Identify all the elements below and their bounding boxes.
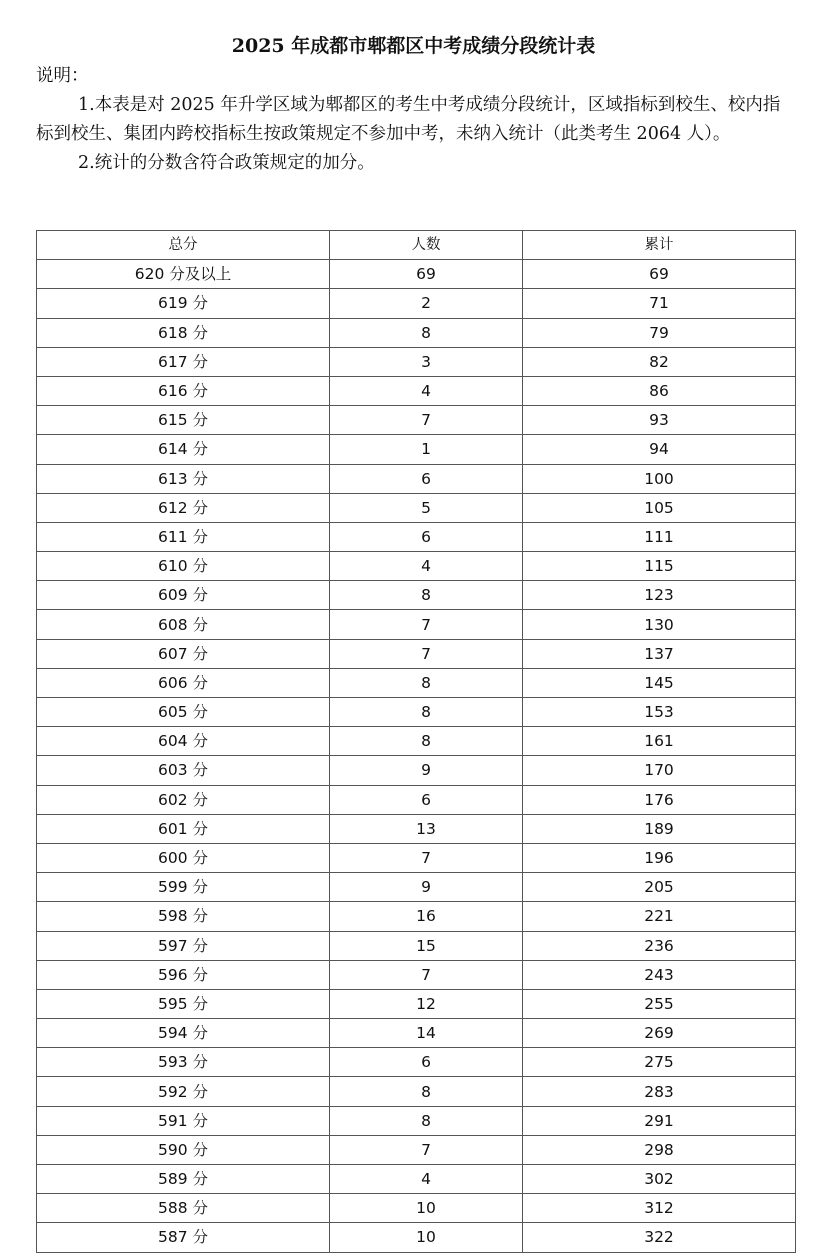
count-cell: 7 bbox=[330, 610, 523, 639]
note-item-2: 2.统计的分数含符合政策规定的加分。 bbox=[78, 153, 375, 173]
cumulative-cell: 291 bbox=[523, 1106, 796, 1135]
score-cell: 613 分 bbox=[37, 464, 330, 493]
score-cell: 620 分及以上 bbox=[37, 260, 330, 289]
count-cell: 10 bbox=[330, 1223, 523, 1252]
count-cell: 9 bbox=[330, 873, 523, 902]
cumulative-cell: 105 bbox=[523, 493, 796, 522]
cumulative-cell: 283 bbox=[523, 1077, 796, 1106]
cumulative-cell: 79 bbox=[523, 318, 796, 347]
count-cell: 8 bbox=[330, 318, 523, 347]
cumulative-cell: 86 bbox=[523, 376, 796, 405]
score-cell: 618 分 bbox=[37, 318, 330, 347]
count-cell: 10 bbox=[330, 1194, 523, 1223]
count-cell: 7 bbox=[330, 639, 523, 668]
cumulative-cell: 153 bbox=[523, 698, 796, 727]
count-cell: 7 bbox=[330, 843, 523, 872]
score-distribution-table bbox=[36, 230, 796, 1253]
notes-section bbox=[36, 62, 796, 178]
count-cell: 2 bbox=[330, 289, 523, 318]
table-row bbox=[37, 1019, 796, 1048]
score-cell: 616 分 bbox=[37, 376, 330, 405]
notes-heading: 说明： bbox=[36, 66, 89, 86]
note-item-1: 1.本表是对 2025 年升学区域为郫都区的考生中考成绩分段统计，区域指标到校生、校内指标到校生、集团内跨校指标生按政策规定不参加中考，未纳入统计（此类考生 2064 人）。 bbox=[36, 95, 781, 144]
count-cell: 7 bbox=[330, 1135, 523, 1164]
cumulative-cell: 236 bbox=[523, 931, 796, 960]
score-cell: 619 分 bbox=[37, 289, 330, 318]
count-cell: 7 bbox=[330, 406, 523, 435]
count-cell: 7 bbox=[330, 960, 523, 989]
table-row bbox=[37, 610, 796, 639]
table-row bbox=[37, 318, 796, 347]
count-cell: 16 bbox=[330, 902, 523, 931]
table-row bbox=[37, 581, 796, 610]
table-row bbox=[37, 1077, 796, 1106]
table-row bbox=[37, 639, 796, 668]
cumulative-cell: 322 bbox=[523, 1223, 796, 1252]
table-row bbox=[37, 698, 796, 727]
table-row bbox=[37, 435, 796, 464]
table-row bbox=[37, 376, 796, 405]
table-row bbox=[37, 289, 796, 318]
cumulative-cell: 269 bbox=[523, 1019, 796, 1048]
count-cell: 4 bbox=[330, 376, 523, 405]
score-cell: 615 分 bbox=[37, 406, 330, 435]
cumulative-cell: 130 bbox=[523, 610, 796, 639]
cumulative-cell: 145 bbox=[523, 668, 796, 697]
table-row bbox=[37, 931, 796, 960]
count-cell: 3 bbox=[330, 347, 523, 376]
count-cell: 8 bbox=[330, 581, 523, 610]
table-row bbox=[37, 1165, 796, 1194]
table-header-row bbox=[37, 231, 796, 260]
cumulative-cell: 255 bbox=[523, 989, 796, 1018]
cumulative-cell: 275 bbox=[523, 1048, 796, 1077]
score-cell: 617 分 bbox=[37, 347, 330, 376]
count-cell: 6 bbox=[330, 464, 523, 493]
score-cell: 606 分 bbox=[37, 668, 330, 697]
table-row bbox=[37, 873, 796, 902]
column-header-score: 总分 bbox=[37, 231, 330, 260]
table-row bbox=[37, 727, 796, 756]
table-row bbox=[37, 668, 796, 697]
cumulative-cell: 71 bbox=[523, 289, 796, 318]
table-row bbox=[37, 347, 796, 376]
table-row bbox=[37, 464, 796, 493]
score-cell: 608 分 bbox=[37, 610, 330, 639]
count-cell: 69 bbox=[330, 260, 523, 289]
score-cell: 603 分 bbox=[37, 756, 330, 785]
table-row bbox=[37, 902, 796, 931]
cumulative-cell: 302 bbox=[523, 1165, 796, 1194]
cumulative-cell: 100 bbox=[523, 464, 796, 493]
table-row bbox=[37, 960, 796, 989]
cumulative-cell: 170 bbox=[523, 756, 796, 785]
count-cell: 15 bbox=[330, 931, 523, 960]
table-row bbox=[37, 1106, 796, 1135]
cumulative-cell: 205 bbox=[523, 873, 796, 902]
score-cell: 589 分 bbox=[37, 1165, 330, 1194]
count-cell: 1 bbox=[330, 435, 523, 464]
score-cell: 601 分 bbox=[37, 814, 330, 843]
count-cell: 9 bbox=[330, 756, 523, 785]
cumulative-cell: 137 bbox=[523, 639, 796, 668]
count-cell: 8 bbox=[330, 698, 523, 727]
cumulative-cell: 69 bbox=[523, 260, 796, 289]
score-cell: 593 分 bbox=[37, 1048, 330, 1077]
cumulative-cell: 115 bbox=[523, 552, 796, 581]
table-row bbox=[37, 1223, 796, 1252]
score-cell: 590 分 bbox=[37, 1135, 330, 1164]
count-cell: 13 bbox=[330, 814, 523, 843]
score-cell: 591 分 bbox=[37, 1106, 330, 1135]
score-cell: 588 分 bbox=[37, 1194, 330, 1223]
score-cell: 595 分 bbox=[37, 989, 330, 1018]
cumulative-cell: 298 bbox=[523, 1135, 796, 1164]
score-cell: 611 分 bbox=[37, 522, 330, 551]
cumulative-cell: 196 bbox=[523, 843, 796, 872]
table-body bbox=[37, 260, 796, 1252]
cumulative-cell: 221 bbox=[523, 902, 796, 931]
count-cell: 6 bbox=[330, 522, 523, 551]
count-cell: 8 bbox=[330, 668, 523, 697]
score-cell: 607 分 bbox=[37, 639, 330, 668]
cumulative-cell: 94 bbox=[523, 435, 796, 464]
table-row bbox=[37, 1135, 796, 1164]
table-row bbox=[37, 785, 796, 814]
score-cell: 594 分 bbox=[37, 1019, 330, 1048]
table-row bbox=[37, 493, 796, 522]
score-cell: 587 分 bbox=[37, 1223, 330, 1252]
table-row bbox=[37, 843, 796, 872]
score-cell: 604 分 bbox=[37, 727, 330, 756]
table-row bbox=[37, 522, 796, 551]
count-cell: 4 bbox=[330, 1165, 523, 1194]
score-cell: 602 分 bbox=[37, 785, 330, 814]
score-cell: 610 分 bbox=[37, 552, 330, 581]
column-header-count: 人数 bbox=[330, 231, 523, 260]
count-cell: 6 bbox=[330, 1048, 523, 1077]
document-title: 2025 年成都市郫都区中考成绩分段统计表 bbox=[231, 35, 596, 57]
count-cell: 8 bbox=[330, 1077, 523, 1106]
count-cell: 14 bbox=[330, 1019, 523, 1048]
score-cell: 605 分 bbox=[37, 698, 330, 727]
cumulative-cell: 161 bbox=[523, 727, 796, 756]
count-cell: 4 bbox=[330, 552, 523, 581]
score-cell: 609 分 bbox=[37, 581, 330, 610]
table-row bbox=[37, 1048, 796, 1077]
cumulative-cell: 312 bbox=[523, 1194, 796, 1223]
cumulative-cell: 93 bbox=[523, 406, 796, 435]
table-row bbox=[37, 1194, 796, 1223]
table-row bbox=[37, 552, 796, 581]
cumulative-cell: 82 bbox=[523, 347, 796, 376]
cumulative-cell: 111 bbox=[523, 522, 796, 551]
count-cell: 6 bbox=[330, 785, 523, 814]
score-cell: 612 分 bbox=[37, 493, 330, 522]
count-cell: 8 bbox=[330, 1106, 523, 1135]
cumulative-cell: 243 bbox=[523, 960, 796, 989]
count-cell: 5 bbox=[330, 493, 523, 522]
score-cell: 597 分 bbox=[37, 931, 330, 960]
score-cell: 614 分 bbox=[37, 435, 330, 464]
table-row bbox=[37, 260, 796, 289]
table-row bbox=[37, 406, 796, 435]
column-header-total: 累计 bbox=[523, 231, 796, 260]
table-row bbox=[37, 989, 796, 1018]
cumulative-cell: 176 bbox=[523, 785, 796, 814]
cumulative-cell: 189 bbox=[523, 814, 796, 843]
score-cell: 596 分 bbox=[37, 960, 330, 989]
score-cell: 592 分 bbox=[37, 1077, 330, 1106]
table-row bbox=[37, 756, 796, 785]
count-cell: 8 bbox=[330, 727, 523, 756]
cumulative-cell: 123 bbox=[523, 581, 796, 610]
score-cell: 599 分 bbox=[37, 873, 330, 902]
score-cell: 598 分 bbox=[37, 902, 330, 931]
table-row bbox=[37, 814, 796, 843]
score-cell: 600 分 bbox=[37, 843, 330, 872]
count-cell: 12 bbox=[330, 989, 523, 1018]
